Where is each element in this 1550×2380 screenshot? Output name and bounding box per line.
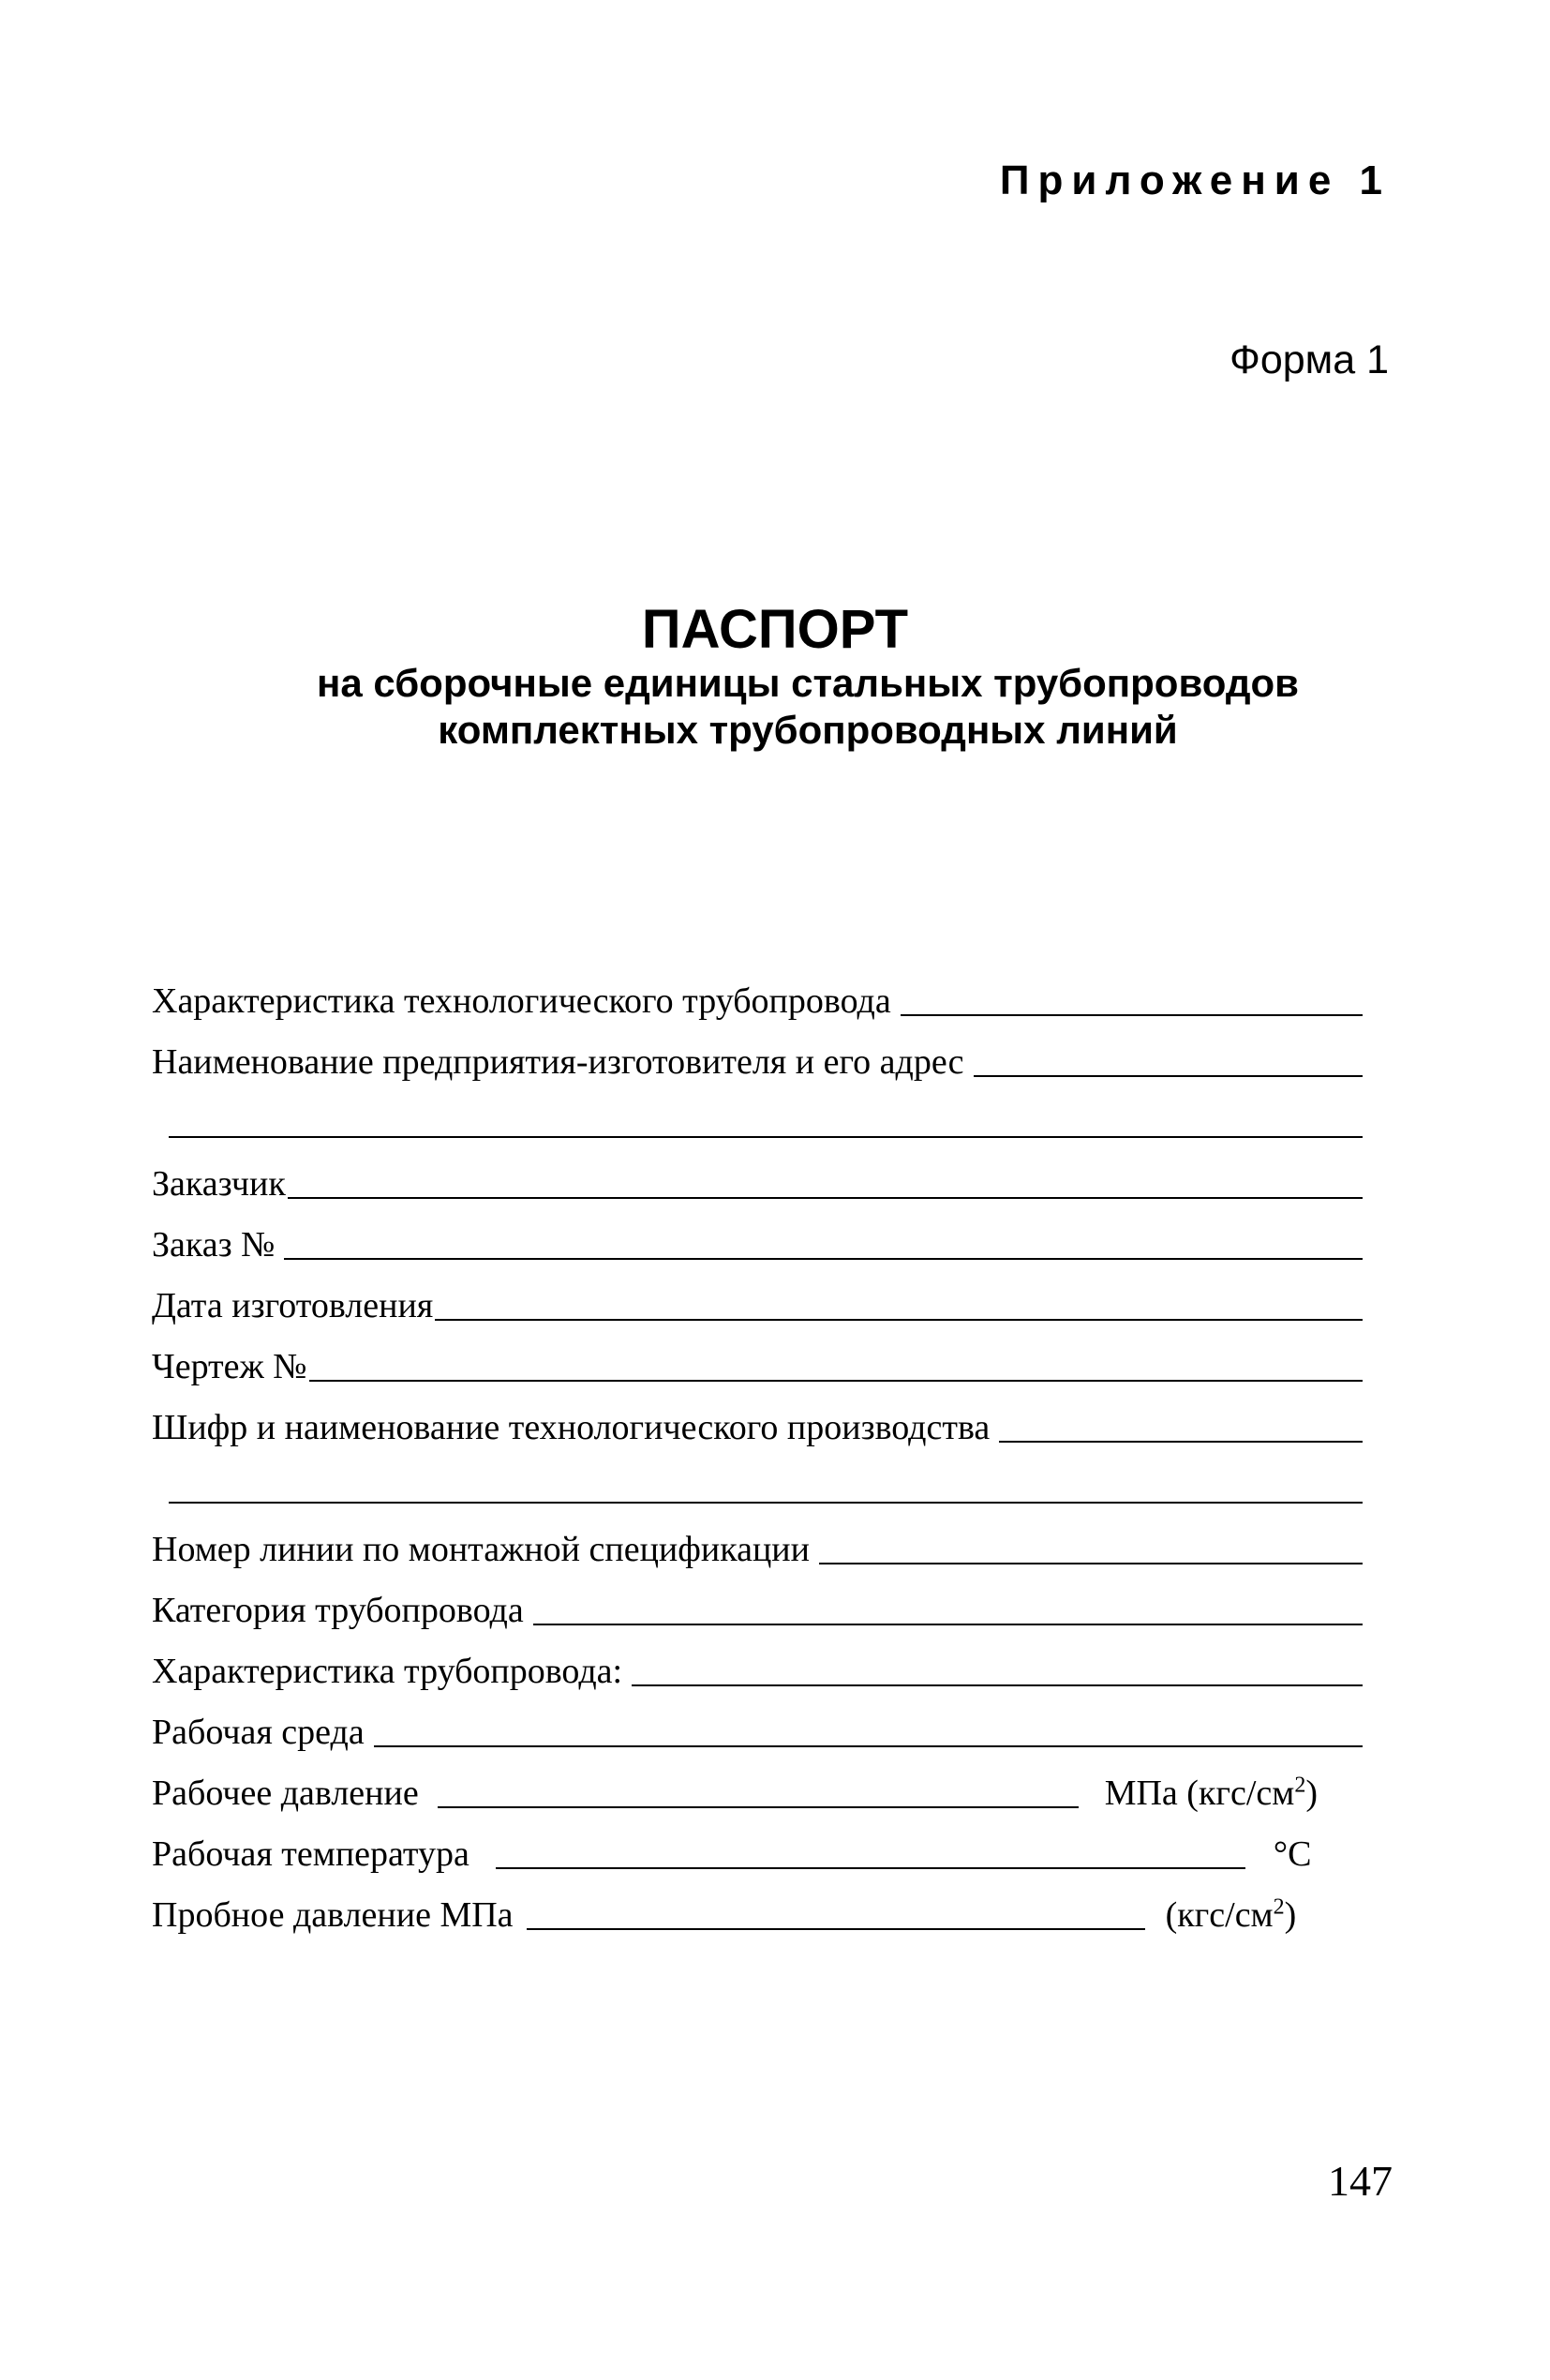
- form-fields: [152, 961, 1363, 1936]
- field-manufacture-date: [152, 1265, 1363, 1326]
- field-label: Пробное давление МПа: [152, 1895, 514, 1935]
- field-test-pressure: [152, 1875, 1363, 1936]
- field-manufacturer: [152, 1022, 1363, 1083]
- field-pipeline-characteristics: [152, 1631, 1363, 1692]
- field-label: Дата изготовления: [152, 1286, 434, 1325]
- appendix-label: Приложение 1: [999, 157, 1391, 203]
- field-line-number: [152, 1509, 1363, 1570]
- fill-line[interactable]: [374, 1744, 1363, 1747]
- field-label: Заказ №: [152, 1225, 276, 1265]
- field-production-code: [152, 1387, 1363, 1448]
- field-label: Наименование предприятия-изготовителя и его адрес: [152, 1042, 964, 1082]
- fill-line[interactable]: [974, 1074, 1363, 1077]
- field-label: Характеристика трубопровода:: [152, 1652, 623, 1691]
- field-label: Рабочая температура: [152, 1834, 469, 1874]
- fill-line[interactable]: [533, 1623, 1363, 1625]
- fill-line[interactable]: [901, 1013, 1363, 1016]
- unit-label: °С: [1273, 1834, 1312, 1874]
- field-label: Номер линии по монтажной спецификации: [152, 1530, 810, 1569]
- field-customer: [152, 1144, 1363, 1205]
- field-label: Шифр и наименование технологического производства: [152, 1408, 991, 1447]
- field-label: Характеристика технологического трубопровода: [152, 981, 891, 1021]
- fill-line[interactable]: [527, 1927, 1145, 1930]
- field-working-pressure: [152, 1753, 1363, 1814]
- title-line-2: комплектных трубопроводных линий: [438, 708, 1178, 752]
- fill-line[interactable]: [284, 1257, 1363, 1260]
- unit-label: МПа $(кгс/см^2)$: [1104, 1773, 1318, 1813]
- fill-line[interactable]: [632, 1684, 1363, 1686]
- field-working-medium: [152, 1692, 1363, 1753]
- field-label: Категория трубопровода: [152, 1591, 524, 1630]
- field-label: Рабочее давление: [152, 1774, 419, 1813]
- field-pipeline-characteristic: [152, 961, 1363, 1022]
- fill-line[interactable]: [169, 1501, 1363, 1504]
- field-label: Заказчик: [152, 1164, 286, 1204]
- field-order-no: [152, 1205, 1363, 1265]
- form-label: Форма 1: [1230, 337, 1389, 382]
- document-title: [0, 600, 1550, 754]
- field-label: Чертеж №: [152, 1347, 307, 1386]
- fill-line[interactable]: [169, 1135, 1363, 1138]
- fill-line[interactable]: [819, 1562, 1363, 1564]
- field-working-temperature: [152, 1814, 1363, 1875]
- field-manufacturer-continuation: [152, 1083, 1363, 1144]
- unit-label: $(кгс/см^2)$: [1165, 1894, 1297, 1935]
- page-number: 147: [1328, 2157, 1393, 2205]
- fill-line[interactable]: [435, 1318, 1363, 1321]
- fill-line[interactable]: [496, 1866, 1245, 1869]
- field-label: Рабочая среда: [152, 1713, 365, 1752]
- fill-line[interactable]: [438, 1805, 1079, 1808]
- title-main: ПАСПОРТ: [641, 599, 909, 660]
- field-pipeline-category: [152, 1570, 1363, 1631]
- fill-line[interactable]: [288, 1196, 1363, 1199]
- title-line-1: на сборочные единицы стальных трубопроводов: [317, 661, 1299, 705]
- fill-line[interactable]: [999, 1440, 1363, 1443]
- fill-line[interactable]: [309, 1379, 1363, 1382]
- field-drawing-no: [152, 1326, 1363, 1387]
- field-production-code-continuation: [152, 1448, 1363, 1509]
